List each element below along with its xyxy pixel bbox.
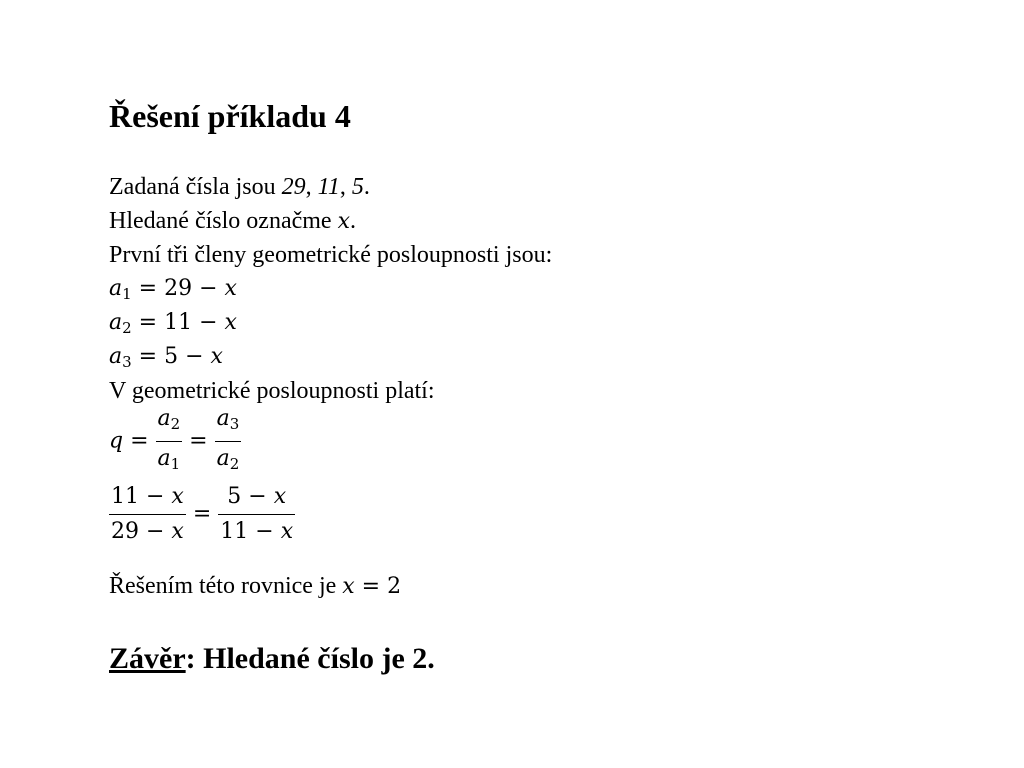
left-den-x: x (171, 519, 184, 544)
main-equation (109, 482, 295, 547)
conclusion (109, 640, 435, 678)
term-a2 (109, 308, 237, 343)
equals-sign: = (123, 428, 156, 454)
unknown-suffix: . (349, 208, 356, 234)
given-number-1: 29 (281, 174, 306, 200)
term-a3 (109, 342, 223, 377)
term-x: x (224, 310, 237, 335)
unknown-prefix: Hledané číslo označme (109, 208, 338, 234)
separator-1: , (305, 174, 318, 200)
term-var: a (109, 310, 123, 335)
unknown-line (109, 206, 356, 237)
right-den: 11 − (220, 519, 281, 544)
term-x: x (224, 276, 237, 301)
left-num-x: x (171, 484, 184, 509)
solution-rhs: = 2 (354, 574, 402, 599)
right-num: 5 − (227, 484, 274, 509)
frac-num-var: a (216, 406, 230, 431)
left-fraction (109, 482, 186, 547)
left-num: 11 − (111, 484, 172, 509)
frac-den-sub: 2 (229, 455, 240, 473)
quotient-q: q (109, 428, 124, 454)
conclusion-label: Závěr (109, 642, 186, 675)
frac-num-sub: 2 (170, 415, 181, 433)
right-fraction (218, 482, 295, 547)
given-suffix: . (363, 174, 370, 200)
equals-sign: = (185, 501, 219, 527)
frac-den-sub: 1 (170, 455, 181, 473)
given-number-3: 5 (351, 174, 364, 200)
terms-intro-line: První tři členy geometrické posloupnosti jsou: (109, 242, 553, 268)
solution-line (109, 571, 401, 602)
term-sub: 2 (122, 319, 132, 337)
property-line: V geometrické posloupnosti platí: (109, 378, 435, 404)
term-var: a (109, 344, 123, 369)
term-var: a (109, 276, 123, 301)
equals-sign: = (182, 428, 215, 454)
term-sub: 3 (122, 353, 132, 371)
solution-var: x (342, 574, 355, 599)
given-numbers-line (109, 172, 370, 202)
fraction-a3-a2 (215, 404, 242, 479)
separator-2: , (339, 174, 352, 200)
right-num-x: x (273, 484, 287, 509)
frac-den-var: a (157, 446, 171, 471)
unknown-variable: x (337, 209, 350, 234)
frac-num-var: a (157, 406, 171, 431)
frac-num-sub: 3 (229, 415, 240, 433)
term-sub: 1 (122, 285, 132, 303)
term-x: x (210, 344, 223, 369)
term-rhs: = 11 − (131, 310, 225, 335)
term-a1 (109, 274, 237, 309)
conclusion-text: : Hledané číslo je 2. (185, 642, 435, 675)
solution-text: Řešením této rovnice je (109, 573, 343, 599)
given-number-2: 11 (317, 174, 340, 200)
term-rhs: = 29 − (131, 276, 225, 301)
left-den: 29 − (111, 519, 172, 544)
frac-den-var: a (216, 446, 230, 471)
quotient-formula (109, 404, 241, 479)
term-rhs: = 5 − (131, 344, 211, 369)
right-den-x: x (280, 519, 294, 544)
given-prefix: Zadaná čísla jsou (109, 174, 282, 200)
page-title: Řešení příkladu 4 (109, 98, 351, 134)
fraction-a2-a1 (156, 404, 183, 479)
